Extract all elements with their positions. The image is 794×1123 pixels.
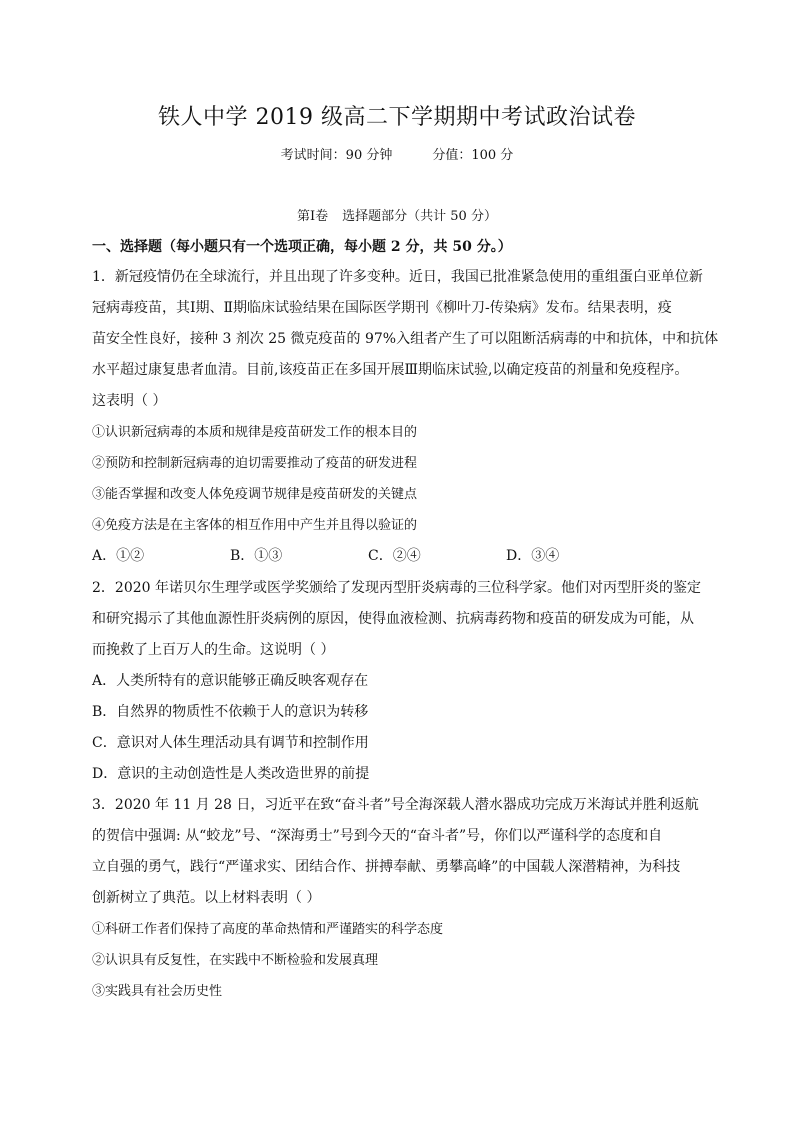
exam-time: 考试时间：90 分钟	[280, 148, 393, 163]
question-2-option-b: B．自然界的物质性不依赖于人的意识为转移	[92, 704, 369, 720]
exam-score: 分值：100 分	[432, 148, 514, 163]
choice-c: C．②④	[368, 548, 421, 564]
question-1-choices	[92, 541, 704, 572]
question-1-statement-3: ③能否掌握和改变人体免疫调节规律是疫苗研发的关键点	[92, 487, 418, 502]
part-heading: 一、选择题（每小题只有一个选项正确，每小题 2 分，共 50 分。）	[92, 239, 512, 255]
question-1-line: 这表明（ ）	[92, 393, 167, 409]
question-1-statement-4: ④免疫方法是在主客体的相互作用中产生并且得以验证的	[92, 518, 418, 533]
question-2-line: 而挽救了上百万人的生命。这说明（ ）	[92, 642, 335, 658]
section-name: 选择题部分（共计 50 分）	[342, 209, 497, 224]
question-1-line: 冠病毒疫苗，其Ⅰ期、Ⅱ期临床试验结果在国际医学期刊《柳叶刀-传染病》发布。结果表明，疫	[92, 300, 672, 316]
exam-title: 铁人中学 2019 级高二下学期期中考试政治试卷	[158, 105, 636, 130]
question-3-statement-1: ①科研工作者们保持了高度的革命热情和严谨踏实的科学态度	[92, 922, 444, 937]
question-3-statement-3: ③实践具有社会历史性	[92, 984, 223, 999]
question-1-line: 1．新冠疫情仍在全球流行，并且出现了许多变种。近日，我国已批准紧急使用的重组蛋白亚单位新	[92, 269, 703, 285]
question-3	[92, 790, 704, 1007]
section-volume: 第Ⅰ卷	[297, 209, 329, 224]
question-2-option-a: A．人类所特有的意识能够正确反映客观存在	[92, 673, 369, 689]
question-1-statement-1: ①认识新冠病毒的本质和规律是疫苗研发工作的根本目的	[92, 425, 418, 440]
question-3-line: 立自强的勇气，践行“严谨求实、团结合作、拼搏奉献、勇攀高峰”的中国载人深潜精神，为科技	[92, 859, 681, 875]
choice-d: D．③④	[506, 548, 560, 564]
question-2	[92, 573, 704, 790]
question-2-line: 2．2020 年诺贝尔生理学或医学奖颁给了发现丙型肝炎病毒的三位科学家。他们对丙型肝炎的鉴定	[92, 580, 701, 596]
choice-b: B．①③	[230, 548, 283, 564]
exam-meta	[0, 144, 794, 163]
question-3-line: 创新树立了典范。以上材料表明（ ）	[92, 890, 321, 906]
question-2-option-c: C．意识对人体生理活动具有调节和控制作用	[92, 735, 369, 751]
question-2-line: 和研究揭示了其他血源性肝炎病例的原因，使得血液检测、抗病毒药物和疫苗的研发成为可能，从	[92, 611, 694, 627]
question-2-option-d: D．意识的主动创造性是人类改造世界的前提	[92, 766, 370, 782]
choice-a: A．①②	[92, 548, 145, 564]
question-1-line: 苗安全性良好，接种 3 剂次 25 微克疫苗的 97%入组者产生了可以阻断活病毒的中和抗体，中和抗体	[92, 331, 719, 347]
question-1-statement-2: ②预防和控制新冠病毒的迫切需要推动了疫苗的研发进程	[92, 456, 418, 471]
question-1	[92, 262, 719, 572]
question-1-line: 水平超过康复患者血清。目前,该疫苗正在多国开展Ⅲ期临床试验,以确定疫苗的剂量和免疫程序。	[92, 362, 689, 378]
question-3-statement-2: ②认识具有反复性，在实践中不断检验和发展真理	[92, 953, 379, 968]
question-3-line: 3．2020 年 11 月 28 日，习近平在致“奋斗者”号全海深载人潜水器成功完成万米海试并胜利返航	[92, 797, 699, 813]
question-3-line: 的贺信中强调: 从“蛟龙”号、“深海勇士”号到今天的“奋斗者”号，你们以严谨科学的态度和自	[92, 828, 663, 844]
section-heading	[0, 205, 794, 224]
